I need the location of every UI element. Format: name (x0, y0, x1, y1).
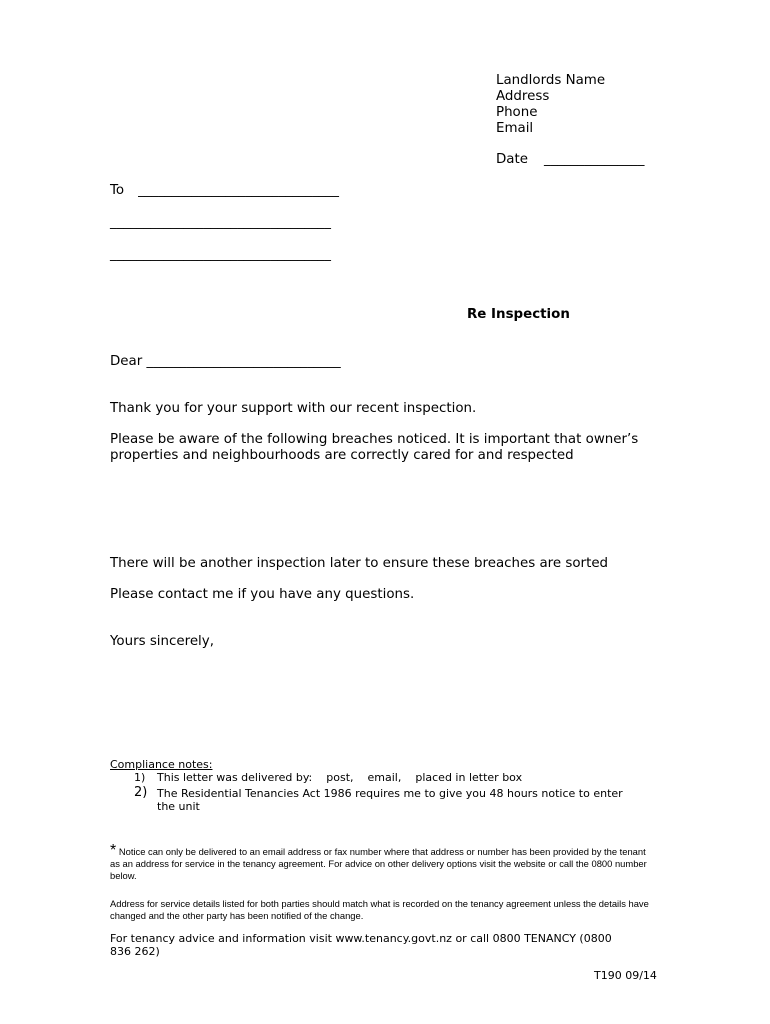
body-paragraph-contact: Please contact me if you have any questions. (110, 587, 415, 602)
date-label: Date (496, 152, 529, 167)
tenancy-advice-line-2: 836 262) (110, 945, 160, 958)
delivery-option-email: email, (367, 771, 402, 784)
compliance-item-2-line-2: the unit (157, 800, 200, 813)
compliance-heading: Compliance notes: (110, 758, 213, 771)
footnote-asterisk: * (110, 842, 117, 859)
body-paragraph-breaches-line-1: Please be aware of the following breaches noticed. It is important that owner’s (110, 432, 639, 447)
compliance-item-2-number: 2) (134, 785, 148, 800)
compliance-item-1-text: This letter was delivered by: (157, 771, 313, 784)
greeting-line (110, 354, 341, 370)
compliance-item-1 (157, 771, 522, 784)
body-paragraph-breaches-line-2: properties and neighbourhoods are correctly cared for and respected (110, 448, 574, 463)
greeting-label: Dear (110, 354, 143, 369)
delivery-option-letter-box: placed in letter box (415, 771, 523, 784)
sender-email: Email (496, 121, 534, 136)
date-blank: _______________ (544, 152, 645, 167)
delivery-option-post: post, (326, 771, 354, 784)
closing: Yours sincerely, (110, 634, 214, 649)
recipient-address-line-1: _________________________________ (110, 215, 331, 230)
footnote-address-for-service: Address for service details listed for both parties should match what is recorded on the tenancy agreement unless the details have changed and the other party has been notified of the change. (110, 898, 649, 921)
compliance-item-1-number: 1) (134, 771, 146, 784)
recipient-address-line-2: _________________________________ (110, 247, 331, 262)
letter-subject: Re Inspection (467, 307, 570, 322)
compliance-item-2-line-1: The Residential Tenancies Act 1986 requires me to give you 48 hours notice to enter (157, 787, 623, 800)
to-label: To (110, 183, 125, 198)
sender-address: Address (496, 89, 550, 104)
date-line (496, 152, 644, 168)
footnote-delivery (110, 842, 658, 882)
sender-phone: Phone (496, 105, 538, 120)
body-paragraph-thanks: Thank you for your support with our recent inspection. (110, 401, 477, 416)
to-line (110, 183, 339, 199)
body-paragraph-reinspection: There will be another inspection later to ensure these breaches are sorted (110, 556, 609, 571)
footnote-delivery-text: Notice can only be delivered to an email address or fax number where that address or number has been provided by the tenant as an address for service in the tenancy agreement. For advice on other delivery options visit the website or call the 0800 number below. (110, 846, 647, 881)
form-code: T190 09/14 (594, 969, 657, 982)
sender-name: Landlords Name (496, 73, 606, 88)
greeting-blank: _____________________________ (146, 354, 341, 369)
to-blank: ______________________________ (138, 183, 339, 198)
tenancy-advice-line-1: For tenancy advice and information visit www.tenancy.govt.nz or call 0800 TENANCY (0800 (110, 932, 612, 945)
